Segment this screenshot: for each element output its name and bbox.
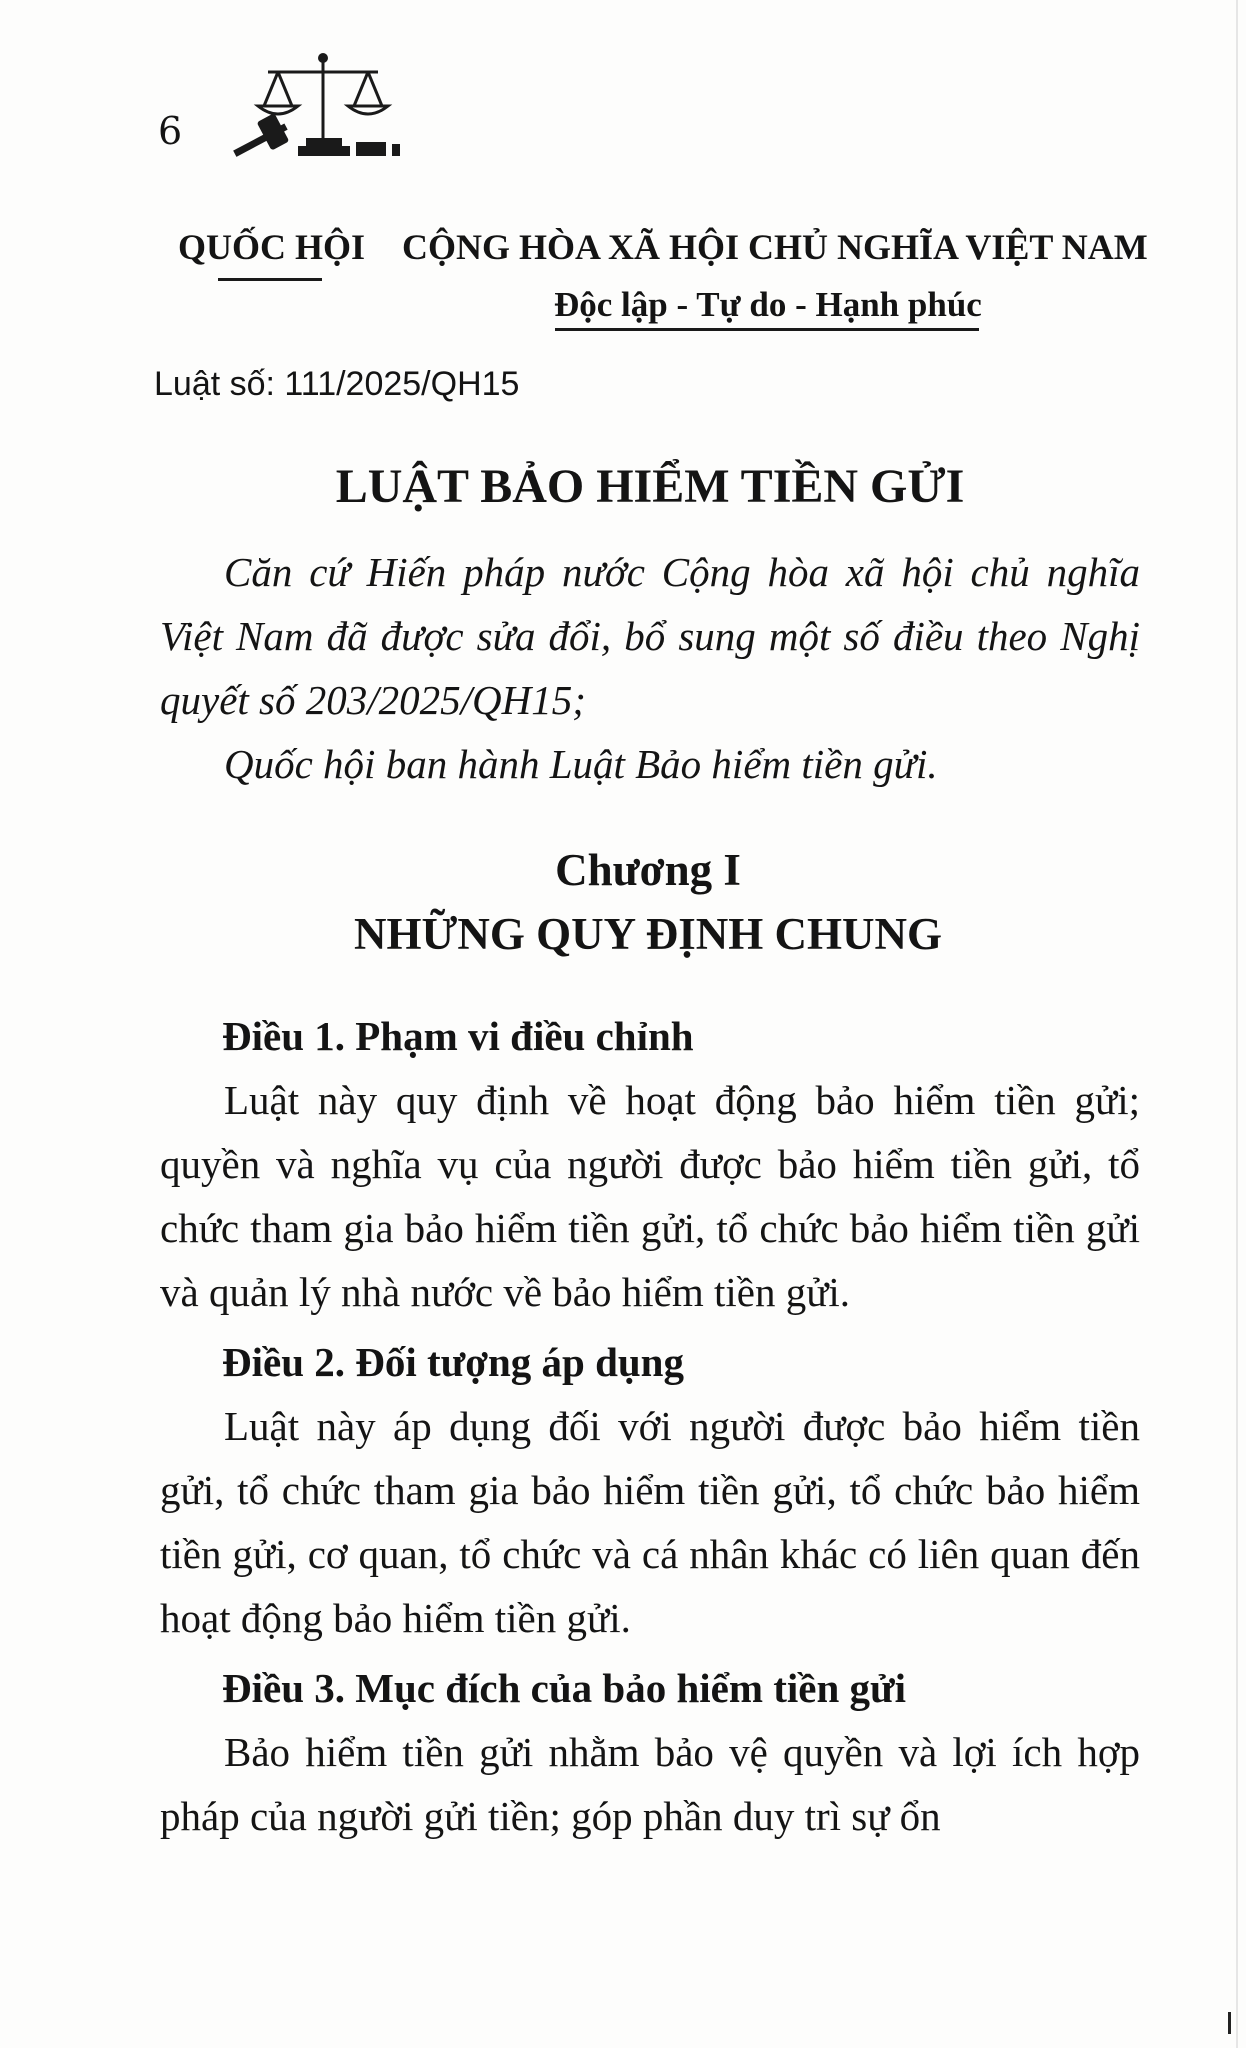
chapter-number: Chương I [555,845,741,895]
preamble [160,540,1140,796]
preamble-paragraph: Căn cứ Hiến pháp nước Cộng hòa xã hội chủ nghĩa Việt Nam đã được sửa đổi, bổ sung một số điều theo Nghị quyết số 203/2025/QH15; [160,549,1140,723]
scan-mark [1228,2012,1231,2034]
article-body: Luật này áp dụng đối với người được bảo hiểm tiền gửi, tổ chức tham gia bảo hiểm tiền gửi, tổ chức bảo hiểm tiền gửi, cơ quan, tổ chức và cá nhân khác có liên quan đến hoạt động bảo hiểm tiền gửi. [160,1403,1140,1641]
motto-underline [555,328,979,331]
page-number: 6 [158,109,183,153]
issuer-name: QUỐC HỘI [178,227,366,267]
article-body: Luật này quy định về hoạt động bảo hiểm tiền gửi; quyền và nghĩa vụ của người được bảo hiểm tiền gửi, tổ chức tham gia bảo hiểm tiền gửi, tổ chức bảo hiểm tiền gửi và quản lý nhà nước về bảo hiểm tiền gửi. [160,1077,1140,1315]
scales-of-justice-icon [228,50,408,162]
national-title: CỘNG HÒA XÃ HỘI CHỦ NGHĨA VIỆT NAM [402,227,1148,267]
article-heading: Điều 2. Đối tượng áp dụng [222,1339,684,1385]
issuer-underline [218,278,322,281]
national-motto: Độc lập - Tự do - Hạnh phúc [554,285,982,324]
chapter-title: NHỮNG QUY ĐỊNH CHUNG [354,909,942,959]
article-heading: Điều 1. Phạm vi điều chỉnh [222,1013,694,1059]
preamble-paragraph: Quốc hội ban hành Luật Bảo hiểm tiền gửi. [224,741,938,787]
article-heading: Điều 3. Mục đích của bảo hiểm tiền gửi [222,1665,907,1711]
page-edge [1236,0,1238,2048]
articles [160,1004,1140,1854]
chapter-heading [0,838,1246,966]
article-body: Bảo hiểm tiền gửi nhằm bảo vệ quyền và lợi ích hợp pháp của người gửi tiền; góp phần duy trì sự ổn [160,1729,1140,1839]
law-title: LUẬT BẢO HIỂM TIỀN GỬI [335,460,965,513]
law-number: Luật số: 111/2025/QH15 [154,365,520,403]
